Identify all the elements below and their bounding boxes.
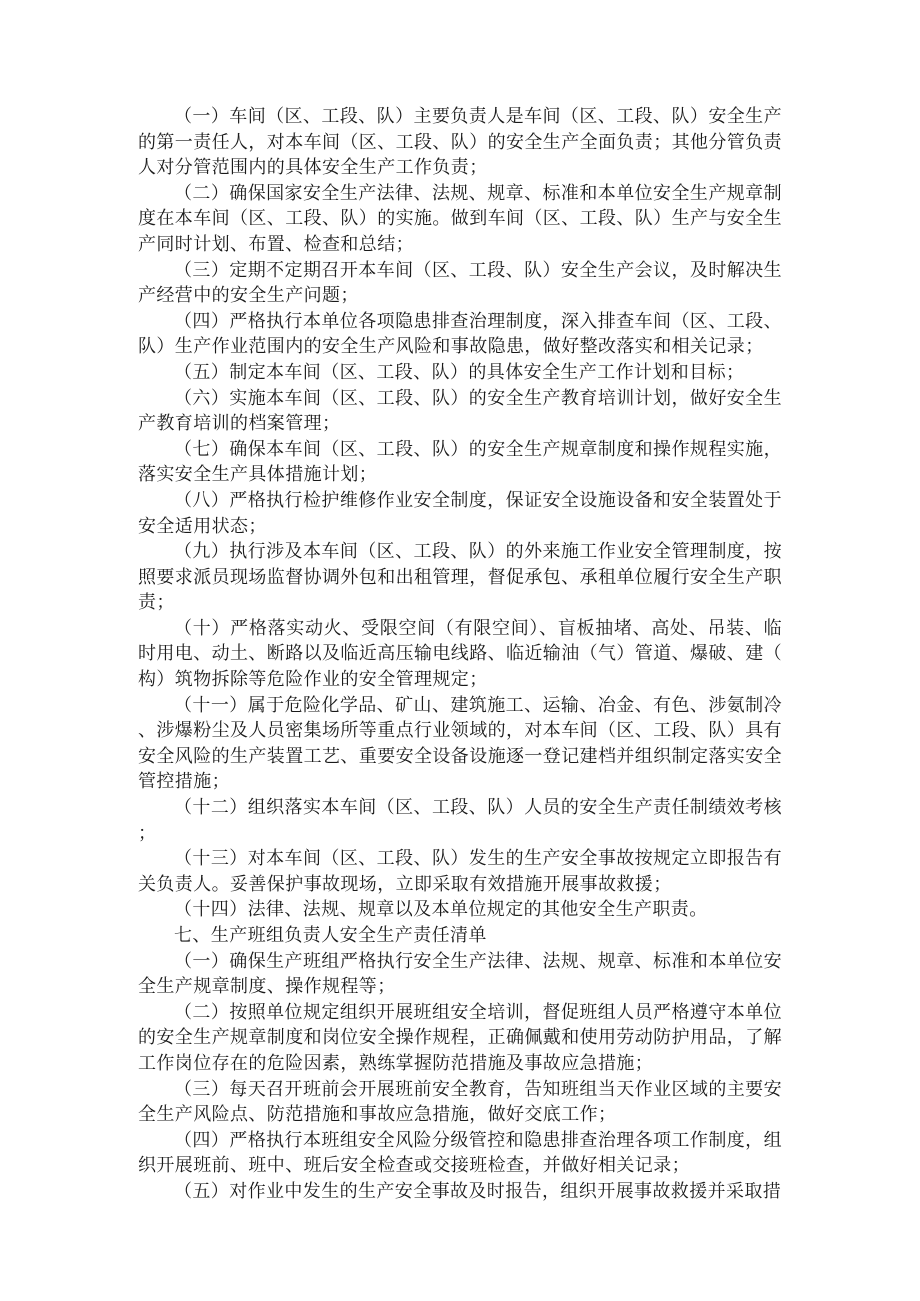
- section6-item-8: （八）严格执行检护维修作业安全制度，保证安全设施设备和安全装置处于安全适用状态；: [138, 489, 782, 537]
- section7-item-4: （四）严格执行本班组安全风险分级管控和隐患排查治理各项工作制度，组织开展班前、班中、班后安全检查或交接班检查，并做好相关记录；: [138, 1129, 782, 1177]
- section6-item-2: （二）确保国家安全生产法律、法规、规章、标准和本单位安全生产规章制度在本车间（区、工段、队）的实施。做到车间（区、工段、队）生产与安全生产同时计划、布置、检查和总结；: [138, 182, 782, 255]
- section6-item-11: （十一）属于危险化学品、矿山、建筑施工、运输、冶金、有色、涉氨制冷、涉爆粉尘及人员密集场所等重点行业领域的，对本车间（区、工段、队）具有安全风险的生产装置工艺、重要安全设备设施逐一登记建档并组织制定落实安全管控措施；: [138, 694, 782, 793]
- section6-item-5: （五）制定本车间（区、工段、队）的具体安全生产工作计划和目标；: [174, 361, 745, 383]
- section6-item-3: （三）定期不定期召开本车间（区、工段、队）安全生产会议，及时解决生产经营中的安全生产问题；: [138, 259, 782, 307]
- section6-item-13: （十三）对本车间（区、工段、队）发生的生产安全事故按规定立即报告有关负责人。妥善保护事故现场，立即采取有效措施开展事故救援；: [138, 848, 782, 895]
- section6-item-7: （七）确保本车间（区、工段、队）的安全生产规章制度和操作规程实施，落实安全生产具体措施计划；: [138, 438, 782, 486]
- section7-item-3: （三）每天召开班前会开展班前安全教育，告知班组当天作业区域的主要安全生产风险点、防范措施和事故应急措施，做好交底工作；: [138, 1078, 782, 1126]
- section6-item-1: （一）车间（区、工段、队）主要负责人是车间（区、工段、队）安全生产的第一责任人，对本车间（区、工段、队）的安全生产全面负责；其他分管负责人对分管范围内的具体安全生产工作负责；: [138, 106, 782, 179]
- section7-item-1: （一）确保生产班组严格执行安全生产法律、法规、规章、标准和本单位安全生产规章制度、操作规程等；: [138, 950, 782, 998]
- section6-item-10: （十）严格落实动火、受限空间（有限空间）、盲板抽堵、高处、吊装、临时用电、动土、断路以及临近高压输电线路、临近输油（气）管道、爆破、建（构）筑物拆除等危险作业的安全管理规定；: [138, 617, 782, 691]
- section6-item-4: （四）严格执行本单位各项隐患排查治理制度，深入排查车间（区、工段、队）生产作业范围内的安全生产风险和事故隐患，做好整改落实和相关记录；: [138, 310, 782, 358]
- section6-item-6: （六）实施本车间（区、工段、队）的安全生产教育培训计划，做好安全生产教育培训的档案管理；: [138, 387, 782, 435]
- section6-item-14: （十四）法律、法规、规章以及本单位规定的其他安全生产职责。: [174, 899, 708, 921]
- document-page: [138, 104, 782, 1205]
- section7-item-2: （二）按照单位规定组织开展班组安全培训，督促班组人员严格遵守本单位的安全生产规章制度和岗位安全操作规程，正确佩戴和使用劳动防护用品，了解工作岗位存在的危险因素，熟练掌握防范措施及事故应急措施；: [138, 1001, 782, 1074]
- section7-item-5: （五）对作业中发生的生产安全事故及时报告，组织开展事故救援并采取措: [174, 1180, 782, 1202]
- section7-heading: 七、生产班组负责人安全生产责任清单: [174, 925, 487, 946]
- section6-item-12: （十二）组织落实本车间（区、工段、队）人员的安全生产责任制绩效考核；: [138, 797, 782, 844]
- section6-item-9: （九）执行涉及本车间（区、工段、队）的外来施工作业安全管理制度，按照要求派员现场监督协调外包和出租管理，督促承包、承租单位履行安全生产职责；: [138, 541, 782, 614]
